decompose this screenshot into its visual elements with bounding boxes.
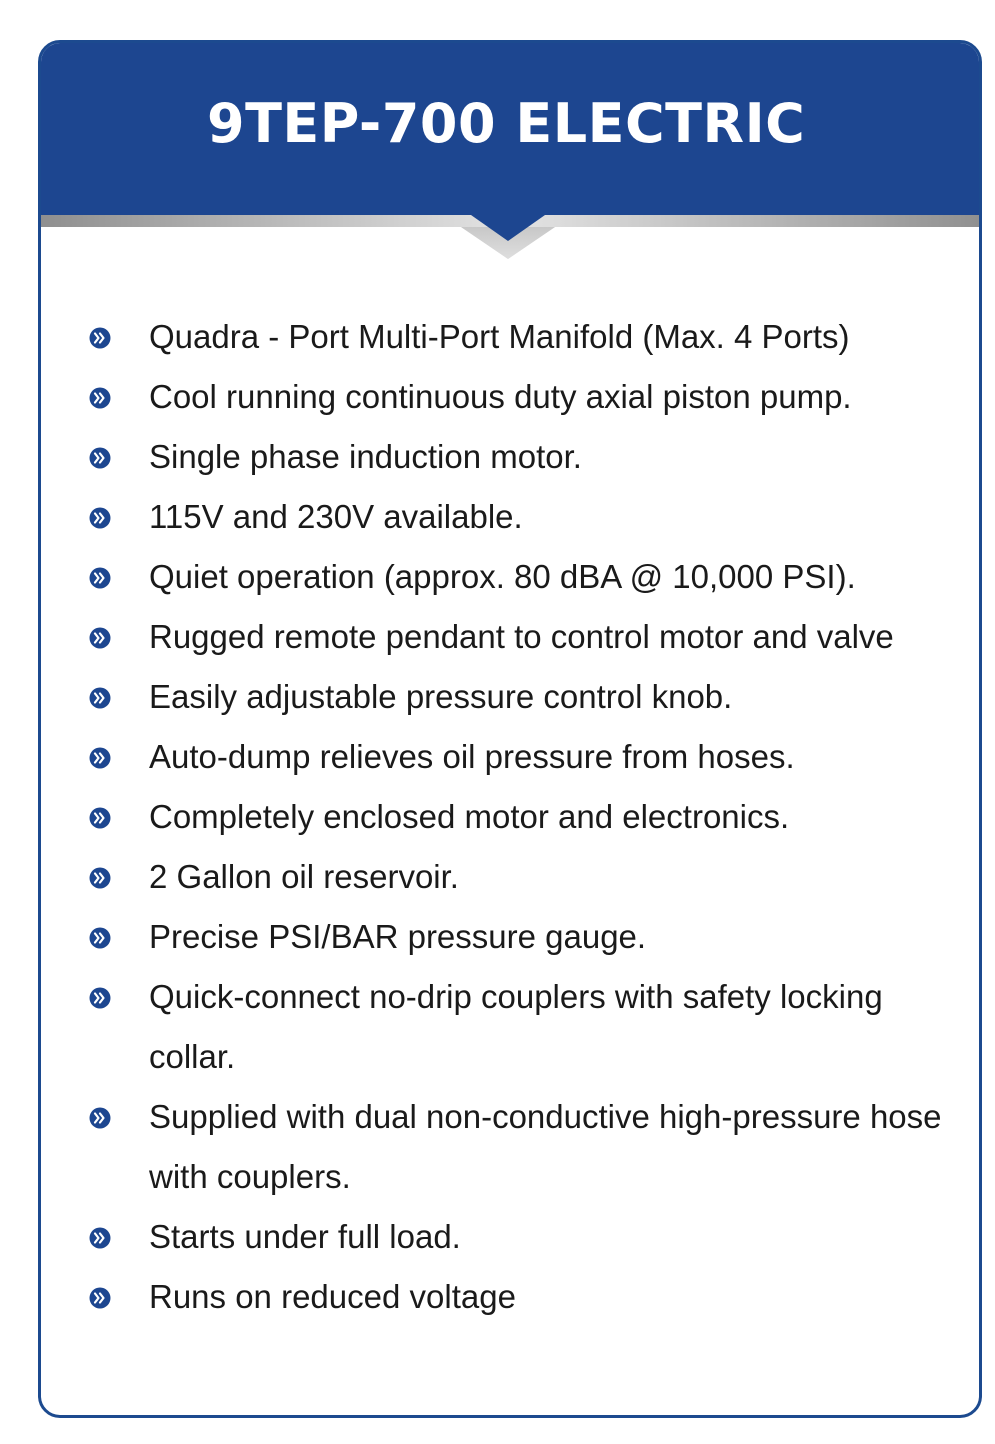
feature-text: Cool running continuous duty axial piston pump. bbox=[149, 378, 852, 415]
chevron-right-circle-icon bbox=[89, 387, 111, 409]
feature-item bbox=[41, 847, 979, 907]
chevron-right-circle-icon bbox=[89, 927, 111, 949]
feature-text: Auto-dump relieves oil pressure from hoses. bbox=[149, 738, 795, 775]
card-title: 9TEP-700 ELECTRIC bbox=[207, 92, 806, 155]
chevron-right-circle-icon bbox=[89, 507, 111, 529]
feature-item bbox=[41, 1267, 979, 1327]
feature-item bbox=[41, 547, 979, 607]
feature-text: Quadra - Port Multi-Port Manifold (Max. 4 Ports) bbox=[149, 318, 850, 355]
chevron-right-circle-icon bbox=[89, 327, 111, 349]
feature-item bbox=[41, 607, 979, 667]
feature-text: Completely enclosed motor and electronics. bbox=[149, 798, 790, 835]
spec-card bbox=[38, 40, 982, 1418]
feature-list bbox=[41, 307, 979, 1327]
feature-text: Precise PSI/BAR pressure gauge. bbox=[149, 918, 647, 955]
feature-text: 115V and 230V available. bbox=[149, 498, 523, 535]
feature-item bbox=[41, 307, 979, 367]
feature-text: Easily adjustable pressure control knob. bbox=[149, 678, 733, 715]
feature-item bbox=[41, 967, 979, 1087]
chevron-right-circle-icon bbox=[89, 1287, 111, 1309]
chevron-right-circle-icon bbox=[89, 447, 111, 469]
feature-item bbox=[41, 427, 979, 487]
feature-item bbox=[41, 367, 979, 427]
feature-item bbox=[41, 487, 979, 547]
feature-text: Starts under full load. bbox=[149, 1218, 461, 1255]
feature-item bbox=[41, 1207, 979, 1267]
chevron-right-circle-icon bbox=[89, 1227, 111, 1249]
feature-item bbox=[41, 727, 979, 787]
chevron-right-circle-icon bbox=[89, 987, 111, 1009]
feature-item bbox=[41, 907, 979, 967]
chevron-right-circle-icon bbox=[89, 747, 111, 769]
feature-text: Quick-connect no-drip couplers with safety locking collar. bbox=[149, 978, 883, 1075]
card-header bbox=[41, 43, 979, 215]
feature-text: Supplied with dual non-conductive high-pressure hose with couplers. bbox=[149, 1098, 942, 1195]
chevron-right-circle-icon bbox=[89, 627, 111, 649]
feature-text: Runs on reduced voltage bbox=[149, 1278, 516, 1315]
chevron-right-circle-icon bbox=[89, 567, 111, 589]
feature-text: Rugged remote pendant to control motor and valve bbox=[149, 618, 894, 655]
chevron-right-circle-icon bbox=[89, 1107, 111, 1129]
feature-text: Quiet operation (approx. 80 dBA @ 10,000 PSI). bbox=[149, 558, 856, 595]
chevron-right-circle-icon bbox=[89, 867, 111, 889]
feature-item bbox=[41, 667, 979, 727]
header-divider bbox=[41, 211, 982, 263]
feature-text: Single phase induction motor. bbox=[149, 438, 582, 475]
chevron-right-circle-icon bbox=[89, 807, 111, 829]
feature-text: 2 Gallon oil reservoir. bbox=[149, 858, 459, 895]
chevron-right-circle-icon bbox=[89, 687, 111, 709]
feature-item bbox=[41, 1087, 979, 1207]
feature-item bbox=[41, 787, 979, 847]
